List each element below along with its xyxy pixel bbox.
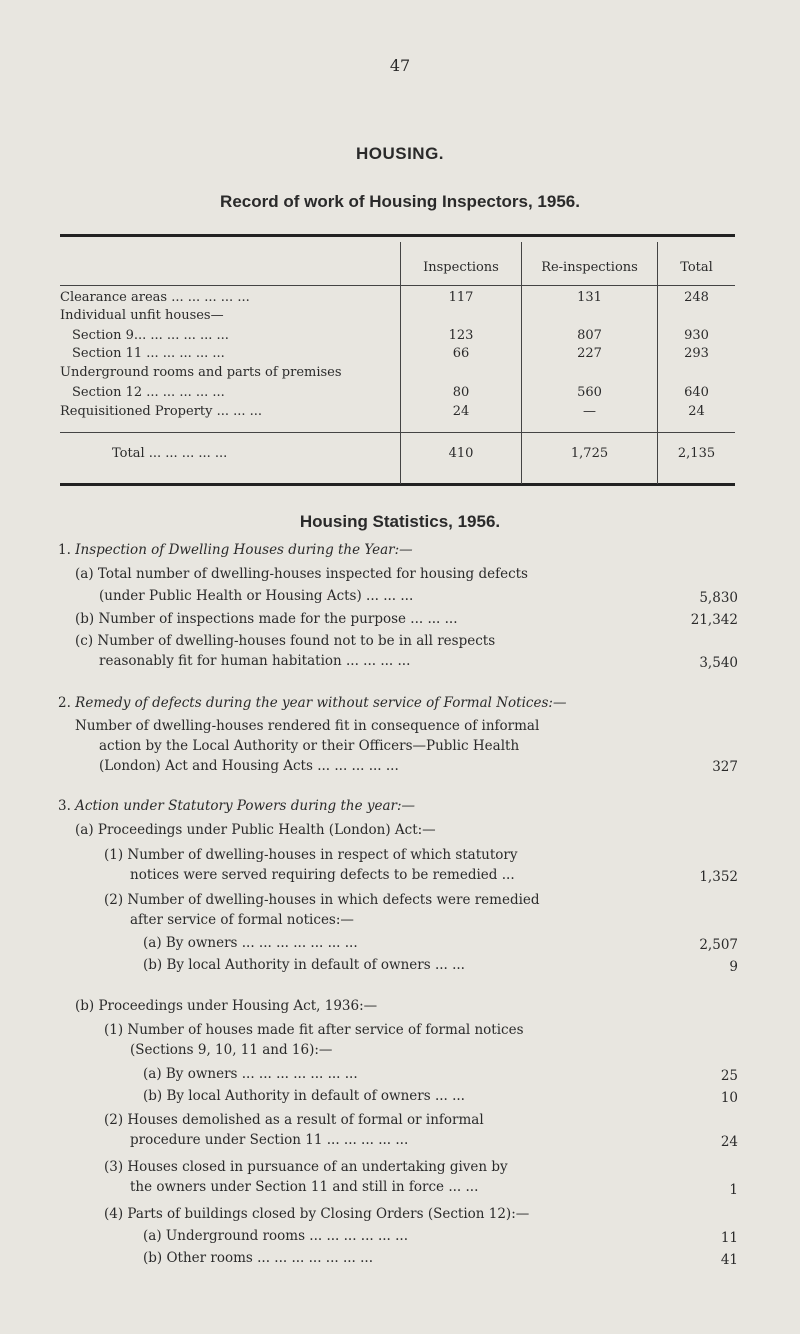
stat-value: 25 — [720, 1068, 738, 1084]
stat-line: (London) Act and Housing Acts ... ... ... ... ... — [99, 758, 399, 774]
stat-value: 41 — [720, 1252, 738, 1268]
stat-line: (a) By owners ... ... ... ... ... ... ... — [143, 935, 358, 951]
header-rule — [60, 285, 735, 286]
stat-line: (4) Parts of buildings closed by Closing Orders (Section 12):— — [104, 1206, 530, 1222]
page-title: HOUSING. — [355, 144, 445, 163]
table-bottom-rule — [60, 483, 735, 486]
stat-line: (b) By local Authority in default of owners ... ... — [143, 1088, 465, 1104]
stat-line: the owners under Section 11 and still in force ... ... — [130, 1179, 479, 1195]
stat-line: reasonably fit for human habitation ... ... ... ... — [99, 653, 411, 669]
table-cell: 293 — [684, 346, 709, 361]
total-cell: 2,135 — [677, 446, 716, 461]
stat-line: (2) Number of dwelling-houses in which defects were remedied — [104, 892, 540, 908]
table-title: Record of work of Housing Inspectors, 1956. — [220, 192, 580, 211]
stat-line: (Sections 9, 10, 11 and 16):— — [130, 1042, 333, 1058]
stat-value: 5,830 — [699, 590, 738, 606]
stat-value: 2,507 — [699, 937, 738, 953]
table-cell: 117 — [448, 290, 474, 305]
stat-line: (3) Houses closed in pursuance of an undertaking given by — [104, 1159, 508, 1175]
stat-value: 1,352 — [699, 869, 738, 885]
table-cell: 248 — [684, 290, 709, 305]
stat-value: 9 — [729, 959, 738, 975]
stat-line: procedure under Section 11 ... ... ... ... ... — [130, 1132, 409, 1148]
stat-value: 3,540 — [699, 655, 738, 671]
table-cell: 560 — [577, 385, 602, 400]
table-cell: 131 — [577, 290, 602, 305]
stat-value: 327 — [712, 759, 738, 775]
stat-line: (b) By local Authority in default of owners ... ... — [143, 957, 465, 973]
stat-line: action by the Local Authority or their Officers—Public Health — [99, 738, 520, 754]
total-cell: 410 — [448, 446, 474, 461]
stat-line: after service of formal notices:— — [130, 912, 354, 928]
total-rule — [60, 432, 735, 433]
section-heading: 3. Action under Statutory Powers during the year:— — [58, 798, 416, 814]
table-row-label: Section 11 ... ... ... ... ... — [72, 346, 225, 361]
stat-line: notices were served requiring defects to be remedied ... — [130, 867, 515, 883]
table-cell: 807 — [577, 328, 602, 343]
stat-value: 21,342 — [690, 612, 738, 628]
table-cell: 24 — [452, 404, 470, 419]
table-row-label: Section 9... ... ... ... ... ... — [72, 328, 229, 343]
stat-line: (a) Underground rooms ... ... ... ... ... ... — [143, 1228, 409, 1244]
table-row-label: Section 12 ... ... ... ... ... — [72, 385, 225, 400]
table-row-label: Clearance areas ... ... ... ... ... — [60, 290, 250, 305]
page-number: 47 — [389, 56, 411, 75]
stat-line: (a) By owners ... ... ... ... ... ... ... — [143, 1066, 358, 1082]
table-row-label: Underground rooms and parts of premises — [60, 365, 342, 380]
section-heading: 1. Inspection of Dwelling Houses during the Year:— — [58, 542, 413, 558]
table-cell: 123 — [448, 328, 474, 343]
stat-value: 24 — [720, 1134, 738, 1150]
stat-line: (2) Houses demolished as a result of formal or informal — [104, 1112, 484, 1128]
stat-line: (b) Proceedings under Housing Act, 1936:— — [75, 998, 378, 1014]
stat-line: (c) Number of dwelling-houses found not to be in all respects — [75, 633, 496, 649]
stat-value: 1 — [729, 1182, 738, 1198]
table-cell: — — [583, 404, 596, 419]
table-cell: 640 — [684, 385, 709, 400]
table-cell: 227 — [577, 346, 602, 361]
table-cell: 930 — [684, 328, 709, 343]
table-cell: 80 — [452, 385, 470, 400]
total-row-label: Total ... ... ... ... ... — [112, 446, 228, 461]
stat-value: 10 — [720, 1090, 738, 1106]
stat-line: Number of dwelling-houses rendered fit in consequence of informal — [75, 718, 540, 734]
stat-line: (b) Number of inspections made for the purpose ... ... ... — [75, 611, 458, 627]
total-cell: 1,725 — [570, 446, 609, 461]
stat-line: (1) Number of houses made fit after service of formal notices — [104, 1022, 524, 1038]
table-row-label: Individual unfit houses— — [60, 308, 224, 323]
stat-value: 11 — [720, 1230, 738, 1246]
stat-line: (under Public Health or Housing Acts) ... ... ... — [99, 588, 414, 604]
table-top-rule — [60, 234, 735, 237]
col-header-inspections: Inspections — [423, 260, 499, 275]
stat-line: (a) Proceedings under Public Health (London) Act:— — [75, 822, 436, 838]
table-cell: 66 — [452, 346, 470, 361]
section-heading: 2. Remedy of defects during the year without service of Formal Notices:— — [58, 695, 567, 711]
col-header-reinspections: Re-inspections — [541, 260, 638, 275]
stat-line: (b) Other rooms ... ... ... ... ... ... ... — [143, 1250, 373, 1266]
inspections-table — [60, 234, 735, 484]
stats-title: Housing Statistics, 1956. — [299, 512, 501, 531]
col-header-total: Total — [680, 260, 713, 275]
stat-line: (a) Total number of dwelling-houses inspected for housing defects — [75, 566, 528, 582]
table-row-label: Requisitioned Property ... ... ... — [60, 404, 263, 419]
table-cell: 24 — [688, 404, 705, 419]
stat-line: (1) Number of dwelling-houses in respect of which statutory — [104, 847, 518, 863]
